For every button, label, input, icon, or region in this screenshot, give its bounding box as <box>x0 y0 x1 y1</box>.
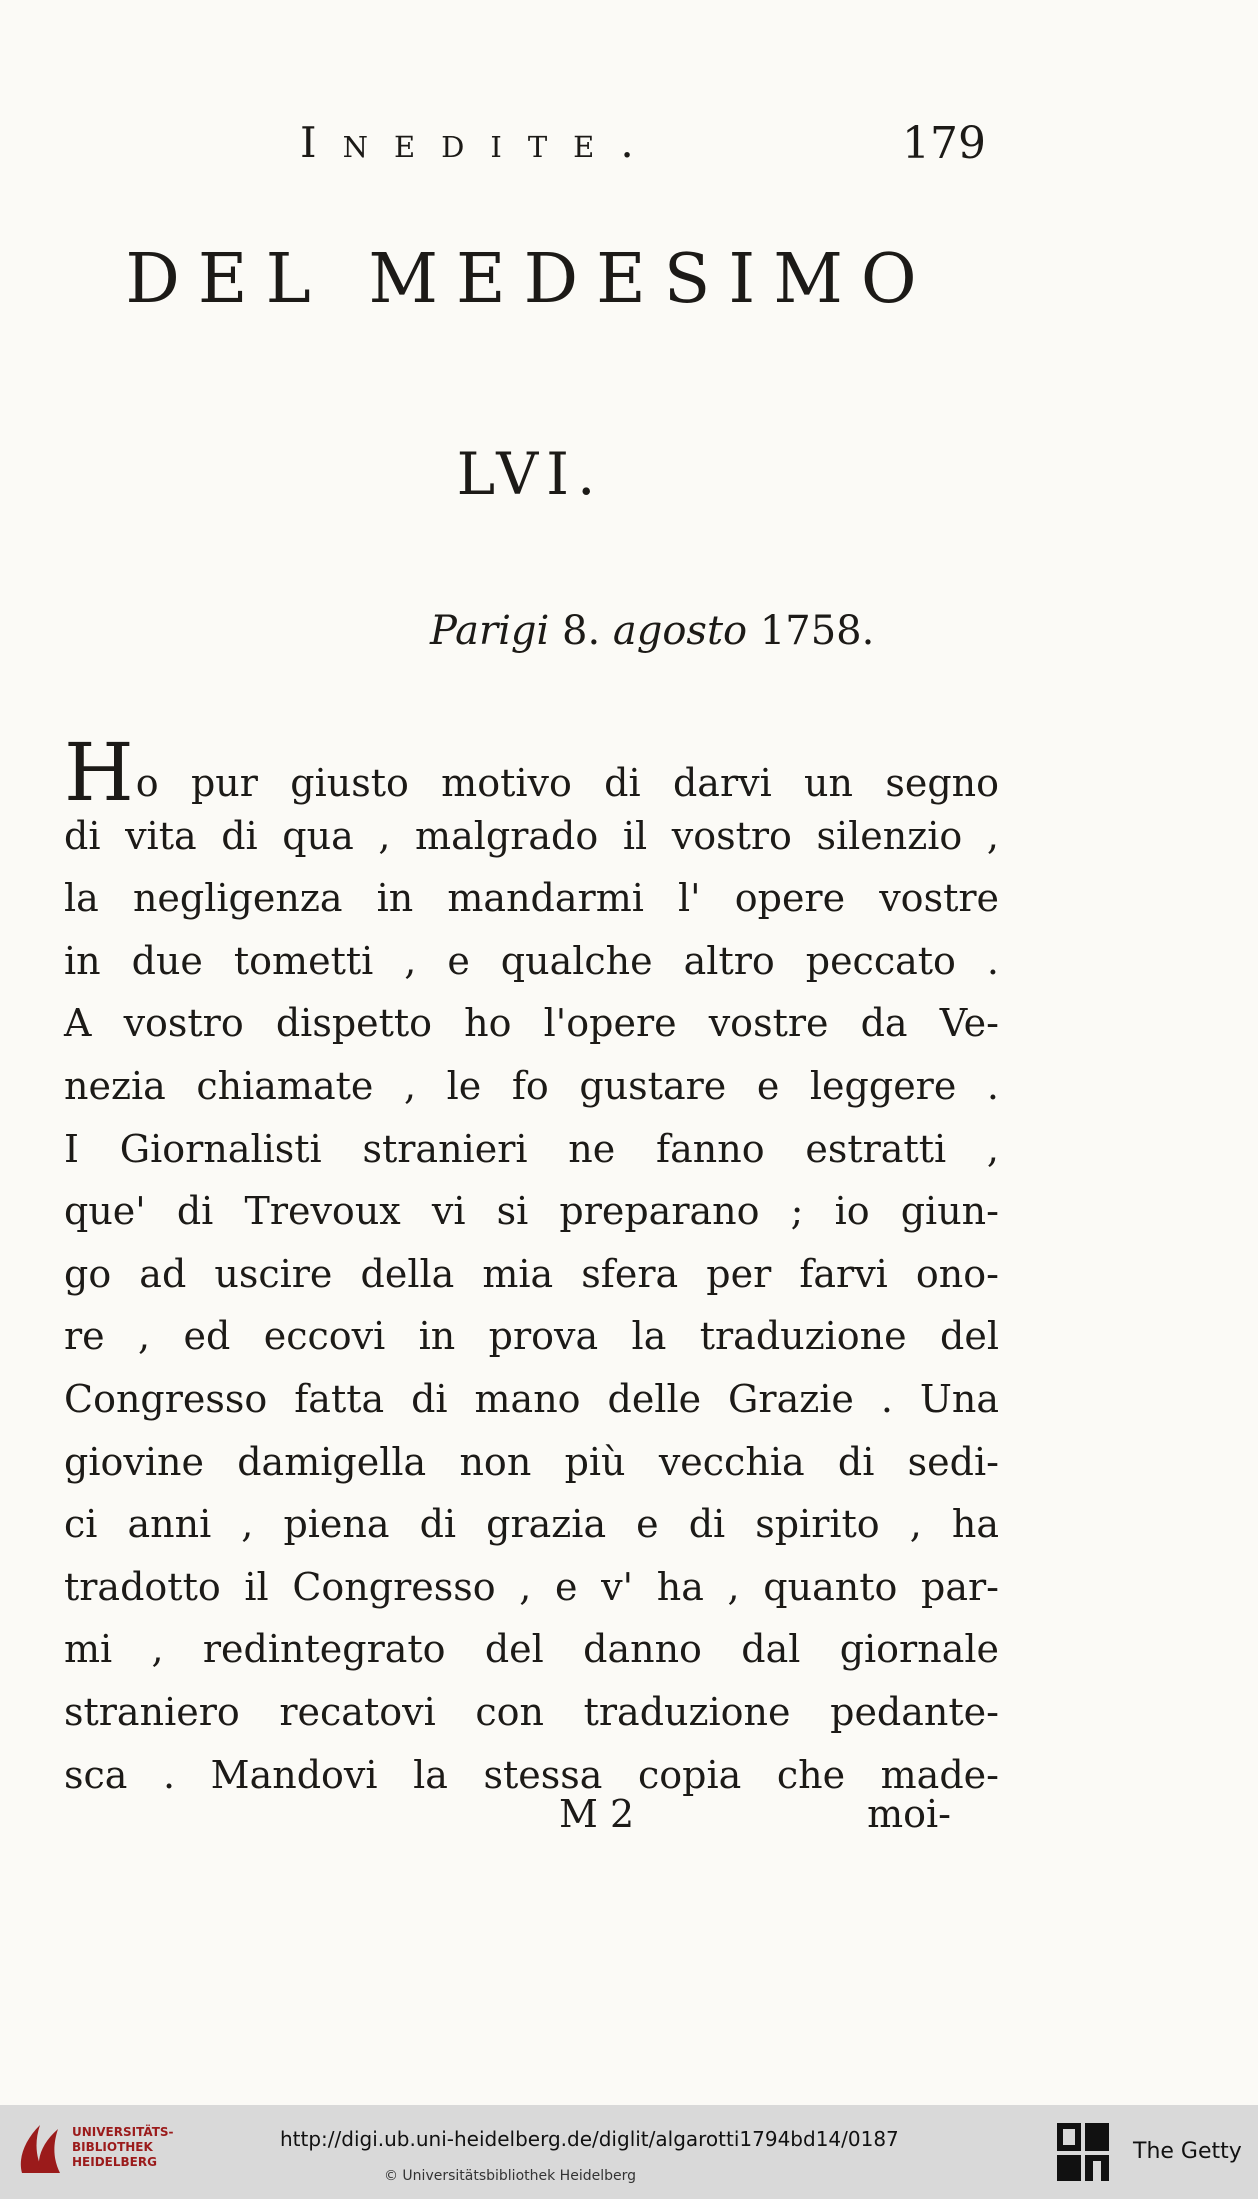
university-library-name: UNIVERSITÄTS- BIBLIOTHEK HEIDELBERG <box>72 2125 174 2169</box>
dateline-place: Parigi <box>430 608 550 654</box>
body-line: A vostro dispetto ho l'opere vostre da Ve- <box>64 1001 999 1046</box>
body-line: nezia chiamate , le fo gustare e leggere . <box>64 1063 999 1108</box>
body-line: giovine damigella non più vecchia di sedi- <box>64 1439 999 1484</box>
dateline-day: 8. <box>562 608 601 654</box>
body-line: la negligenza in mandarmi l' opere vostre <box>64 876 999 921</box>
letter-heading: DEL MEDESIMO <box>125 240 935 319</box>
body-line: tradotto il Congresso , e v' ha , quanto par- <box>64 1564 999 1609</box>
first-line-text: o pur giusto motivo di darvi un segno <box>135 761 999 805</box>
body-line: I Giornalisti stranieri ne fanno estratti , <box>64 1126 999 1171</box>
getty-logo-icon[interactable] <box>1055 2121 1113 2183</box>
body-line: straniero recatovi con traduzione pedante- <box>64 1689 999 1734</box>
running-head <box>300 118 1000 178</box>
university-library-logo-icon[interactable] <box>14 2119 66 2179</box>
catch-line <box>64 1792 999 1854</box>
body-line: di vita di qua , malgrado il vostro silenzio , <box>64 813 999 858</box>
dateline <box>430 608 990 654</box>
body-line: sca . Mandovi la stessa copia che made- <box>64 1752 999 1797</box>
dateline-month: agosto <box>612 608 748 654</box>
body-line: re , ed eccovi in prova la traduzione del <box>64 1314 999 1359</box>
page-number: 179 <box>902 118 986 169</box>
catchword: moi- <box>867 1792 951 1836</box>
body-line: go ad uscire della mia sfera per farvi ono- <box>64 1251 999 1296</box>
permalink-url[interactable]: http://digi.ub.uni-heidelberg.de/diglit/algarotti1794bd14/0187 <box>280 2127 899 2151</box>
copyright-notice: © Universitätsbibliothek Heidelberg <box>383 2168 636 2184</box>
drop-initial: H <box>64 726 134 819</box>
body-line: mi , redintegrato del danno dal giornale <box>64 1627 999 1672</box>
letter-body <box>64 726 999 1806</box>
signature-mark: M 2 <box>559 1792 635 1836</box>
body-line: ci anni , piena di grazia e di spirito , ha <box>64 1502 999 1547</box>
viewer-footer <box>0 2105 1258 2199</box>
dateline-year: 1758. <box>759 608 875 654</box>
body-line <box>64 726 999 819</box>
body-line: que' di Trevoux vi si preparano ; io giun- <box>64 1189 999 1234</box>
running-head-section: Inedite. <box>300 118 660 167</box>
getty-label: The Getty <box>1133 2139 1242 2164</box>
letter-number: LVI. <box>456 440 604 508</box>
body-line: Congresso fatta di mano delle Grazie . Una <box>64 1376 999 1421</box>
body-line: in due tometti , e qualche altro peccato . <box>64 938 999 983</box>
